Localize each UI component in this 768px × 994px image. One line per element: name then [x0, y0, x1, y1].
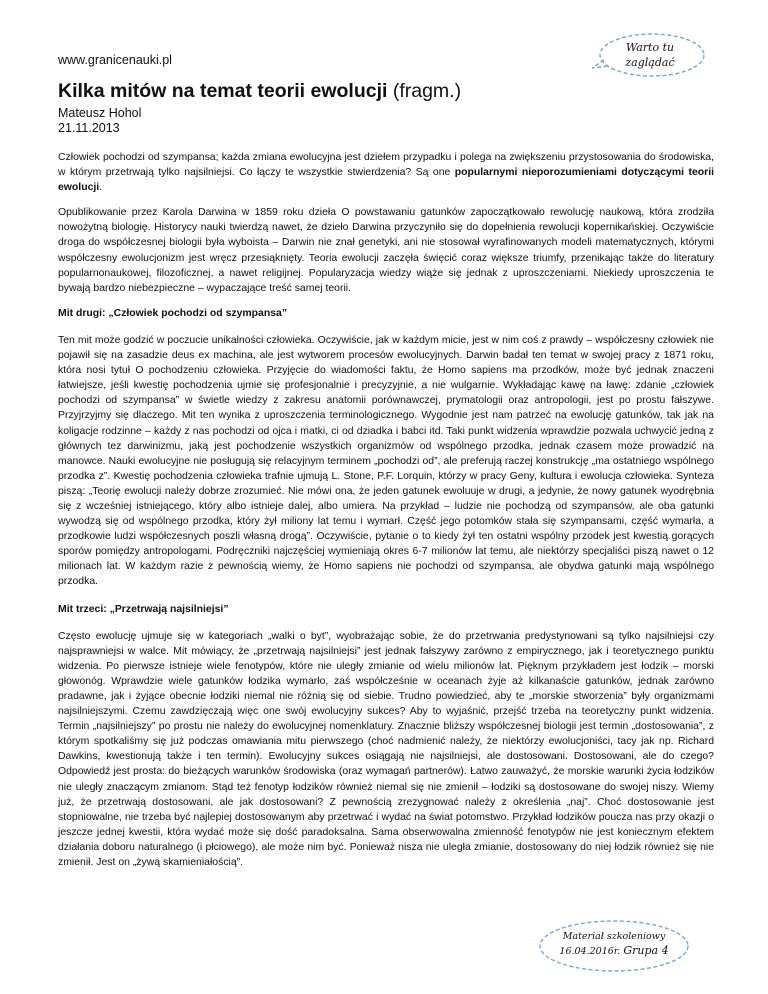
- stamp-date: 16.04.2016r.: [559, 946, 621, 957]
- title-main: Kilka mitów na temat teorii ewolucji: [58, 80, 388, 102]
- site-url: www.granicenauki.pl: [58, 53, 172, 67]
- intro-paragraph: [58, 150, 714, 195]
- training-stamp: [536, 918, 692, 974]
- paragraph-myth-two: Ten mit może godzić w poczucie unikalności człowieka. Oczywiście, jak w każdym micie, jest w nim coś z prawdy – współczesny człowiek nie pojawił się na zasadzie deus ex machina, ale jest wytworem procesów ewolucyjnych. Darwin badał ten temat w swojej pracy z 1871 roku, która nosi tytuł O pochodzeniu człowieka. Przyjęcie do wiadomości faktu, że Homo sapiens ma przodków, może być jednak znaczeni łatwiejsze, jeśli kwestię pochodzenia ujmie się profesjonalnie i precyzyjnie, a nie wulgarnie. Wykładając kawę na ławę: zdanie „człowiek pochodzi od szympansa” w świetle wiedzy z zakresu anatomii porównawczej, prymatologii oraz antropologii, jest po prostu fałszywe. Przyjrzyjmy się dlaczego. Mit ten wynika z uproszczenia terminologicznego. Wygodnie jest nam patrzeć na ewolucję gatunków, tak jak na koligacje rodzinne – każdy z nas pochodzi od ojca i matki, ci od dziadka i babci itd. Taki punkt widzenia wprawdzie pozwala uchwycić jedną z głównych tez darwinizmu, jaką jest pochodzenie wszystkich organizmów od wspólnego przodka, jednak czasem może prowadzić na manowce. Nauki ewolucyjne nie posługują się relacyjnym terminem „pochodzi od”, ale preferują raczej konstrukcję „ma ostatniego wspólnego przodka z”. Kwestię pochodzenia człowieka trafnie ujmują L. Stone, P.F. Lorquin, którzy w pracy Geny, kultura i ewolucja człowieka. Synteza piszą: „Teorię ewolucji należy dobrze zrozumieć. Nie mówi ona, że jeden gatunek ewoluuje w drugi, a jedynie, że nowy gatunek wyodrębnia się z wcześniej istniejącego, który albo istnieje dalej, albo umiera. Na przykład – ludzie nie pochodzą od szympansów, ale oba gatunki wywodzą się od wspólnego przodka, który żył miliony lat temu i wymarł. Część jego potomków stała się szympansami, część wymarła, a przodkowie ludzi współczesnych poszli własną drogą”. Oczywiście, pytanie o to kiedy żył ten ostatni wspólny przodek jest kwestią gorących sporów pomiędzy antropologami. Podręczniki najczęściej wymieniają okres 6-7 milionów lat temu, ale niektórzy specjaliści piszą nawet o 12 milionach lat. W każdym razie z pewnością wiemy, że Homo sapiens nie pochodzi od szympansa, ale obydwa gatunki mają wspólnego przodka.: [58, 334, 714, 588]
- stamp-line-2: [536, 944, 692, 959]
- intro-text: Człowiek pochodzi od szympansa; każda zmiana ewolucyjna jest dziełem przypadku i polega na zwiększeniu przystosowania do środowiska, w którym przetrwają tylko najsilniejsi. Co łączy te wszystkie stwierdzenia? Są one: [58, 152, 714, 179]
- page-title: [58, 80, 461, 103]
- stamp-group: Grupa 4: [623, 944, 669, 957]
- heading-myth-three: Mit trzeci: „Przetrwają najsilniejsi”: [58, 603, 229, 615]
- bubble-line-1: Warto tu: [625, 41, 675, 54]
- stamp-line-1: Materiał szkoleniowy: [562, 931, 666, 942]
- intro-bold: popularnymi nieporozumieniami dotyczącymi teorii ewolucji: [58, 167, 714, 194]
- speech-bubble: [590, 30, 710, 82]
- article-body: [58, 150, 714, 882]
- author-name: Mateusz Hohol: [58, 106, 142, 120]
- byline: [58, 106, 141, 136]
- paragraph-darwin: Opublikowanie przez Karola Darwina w 1859 roku dzieła O powstawaniu gatunków zapoczątkowało rewolucję naukową, która zrodziła nowożytną biologię. Historycy nauki twierdzą nawet, że dzieło Darwina przyczyniło się do dopełnienia rewolucji kopernikańskiej. Oczywiście droga do współczesnej biologii była wyboista – Darwin nie znał genetyki, ani nie stosował wyrafinowanych modeli matematycznych, którymi współczesny ewolucjonizm jest wręcz przesiąknięty. Teoria ewolucji zaczęła święcić coraz większe triumfy, przenikając także do literatury popularnonaukowej, filozoficznej, a nawet religijnej. Popularyzacja wiedzy wiąże się jednak z uproszczeniami. Niekiedy uproszczenia te bywają bardzo niebezpieczne – wypaczające treść samej teorii.: [58, 207, 714, 294]
- paragraph-myth-three: Często ewolucję ujmuje się w kategoriach „walki o byt”, wyobrażając sobie, że do przetrwania predystynowani są tylko najsilniejsi czy najsprawniejsi w walce. Mit mówiący, że „przetrwają najsilniejsi” jest jednak fałszywy zarówno z empirycznego, jak i teoretycznego punktu widzenia. Po pierwsze istnieje wiele fenotypów, które nie uległy zmianie od wielu milionów lat. Pięknym przykładem jest łodzik – morski głowonóg. Wprawdzie wiele gatunków łodzika wymarło, zaś współcześnie w oceanach żyje aż kilkanaście gatunków, jednak zarówno pradawne, jak i żyjące obecnie łodziki niemal nie różnią się od siebie. Trudno powiedzieć, aby te „morskie stworzenia” były organizmami najsilniejszymi. Czemu zawdzięczają więc one swój ewolucyjny sukces? Aby to wyjaśnić, przejść trzeba na teoretyczny punkt widzenia. Termin „najsilniejszy” po prostu nie należy do ewolucyjnej nomenklatury. Znacznie bliższy współczesnej biologii jest termin „dostosowania”, z którym spotkaliśmy się już podczas omawiania mitu pierwszego (choć nadmienić należy, że niektórzy ewolucjoniści, tacy jak np. Richard Dawkins, kwestionują także i ten termin). Ewolucyjny sukces osiągają nie najsilniejsi, ale dostosowani. Dostosowani, ale do czego? Odpowiedź jest prosta: do bieżących warunków środowiska (oraz wymagań partnerów). Łatwo zauważyć, że morskie warunki życia łodzików nie uległy znaczącym zmianom. Stąd też fenotyp łodzików również niemal się nie zmienił – łodziki są dostosowane do swojej niszy. Wiemy już, że przetrwają dostosowani, ale jak dostosowani? Z pewnością zrezygnować należy z określenia „naj”. Choć dostosowanie jest stopniowalne, nie trzeba być najlepiej dostosowanym aby przetrwać i wydać na świat potomstwo. Przykład łodzików poucza nas przy okazji o jeszcze jednej kwestii, która wydać może się dość paradoksalna. Sama obserwowalna zmienność fenotypów nie jest koniecznym efektem działania doboru naturalnego (i płciowego), ale może nim być. Ponieważ nisza nie uległa zmianie, dostosowany do niej łodzik również się nie zmienił. Jest on „żywą skamieniałością”.: [58, 630, 714, 869]
- heading-myth-two: Mit drugi: „Człowiek pochodzi od szympansa”: [58, 307, 288, 319]
- intro-end: .: [99, 182, 103, 194]
- title-suffix: (fragm.): [387, 80, 462, 102]
- publish-date: 21.11.2013: [58, 121, 120, 135]
- bubble-line-2: zaglądać: [625, 56, 675, 69]
